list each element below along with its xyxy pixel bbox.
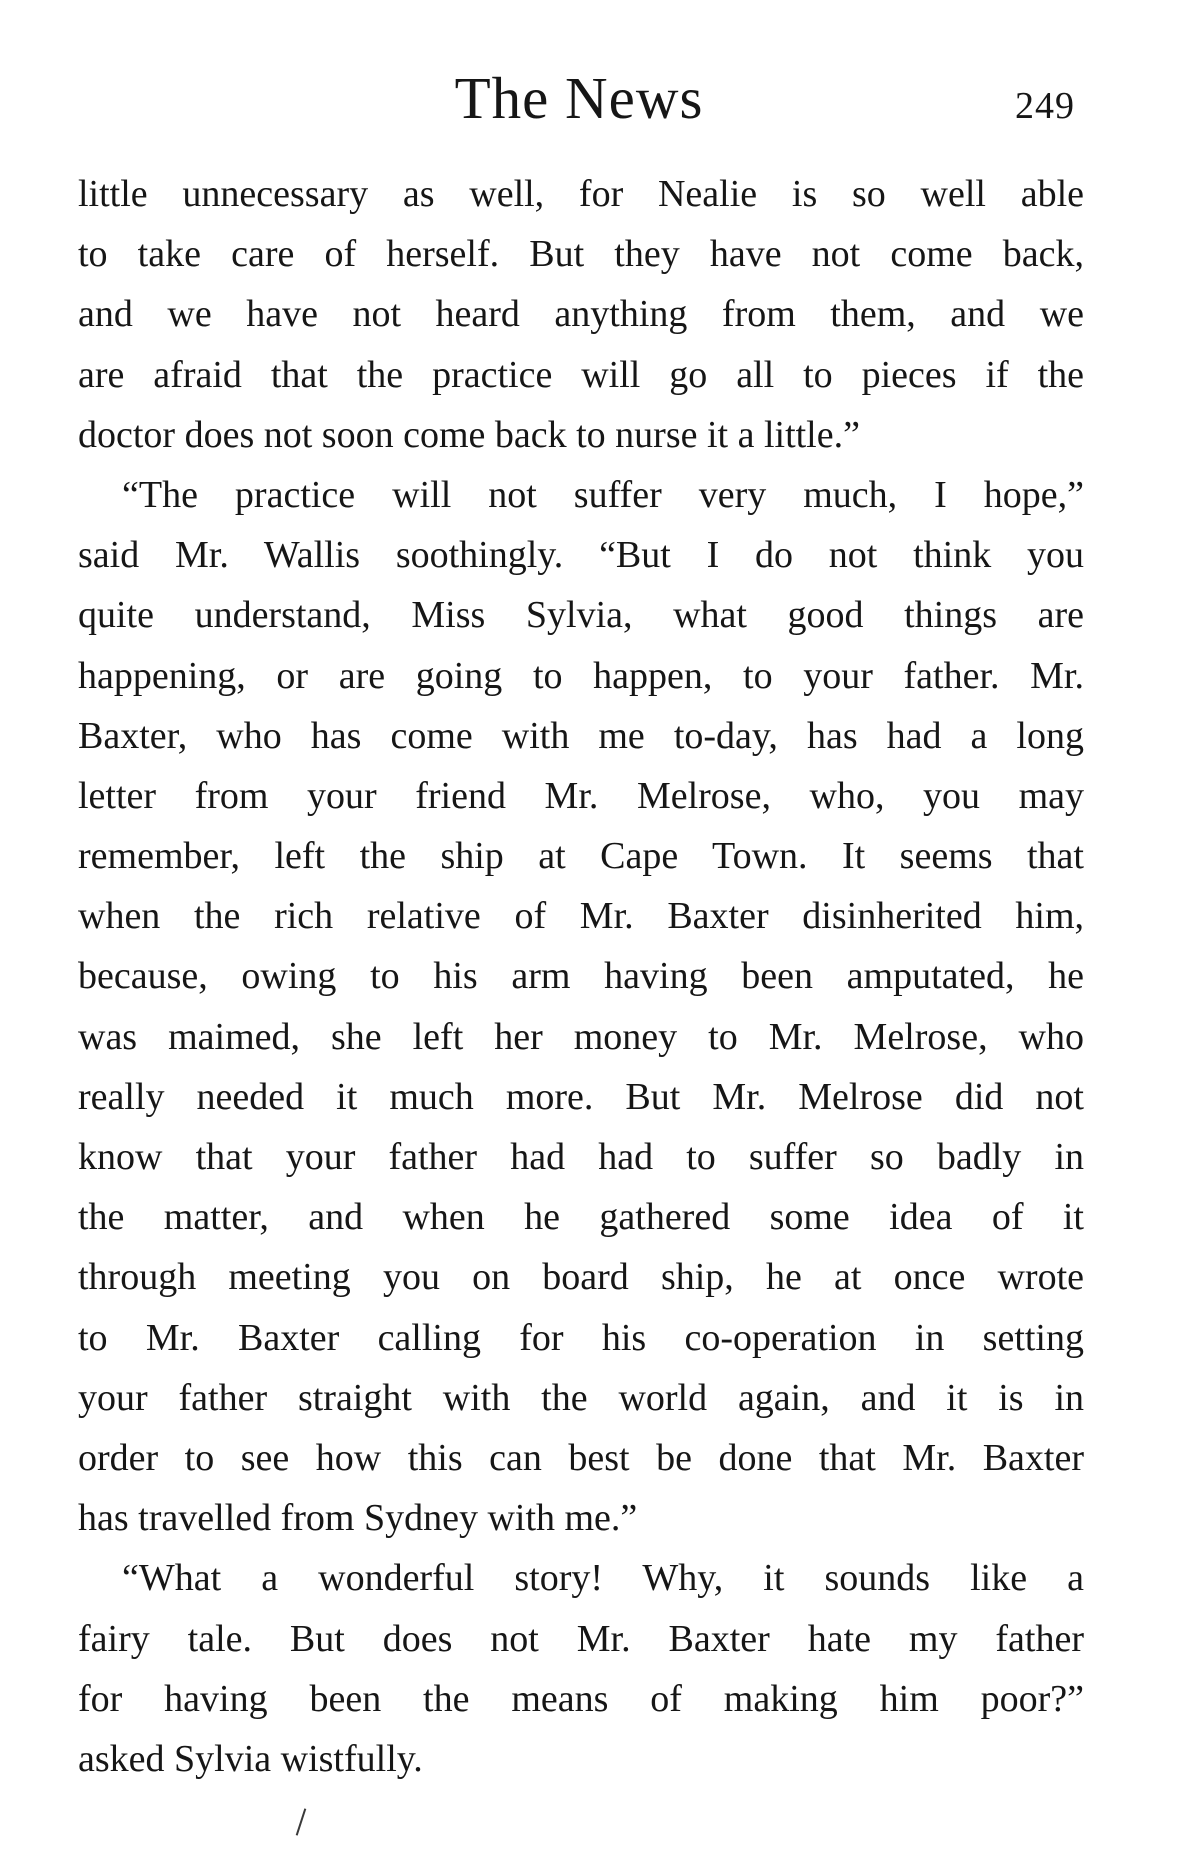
- text-line: to take care of herself. But they have not come back,: [78, 233, 1084, 276]
- text-line: and we have not heard anything from them, and we: [78, 293, 1084, 336]
- text-line: asked Sylvia wistfully.: [78, 1737, 423, 1780]
- text-line: Baxter, who has come with me to-day, has had a long: [78, 714, 1084, 757]
- stray-pen-mark: [296, 1808, 307, 1835]
- text-line: remember, left the ship at Cape Town. It seems that: [78, 835, 1084, 878]
- text-line: said Mr. Wallis soothingly. “But I do not think you: [78, 534, 1084, 577]
- text-line: letter from your friend Mr. Melrose, who, you may: [78, 774, 1084, 817]
- text-line: order to see how this can best be done that Mr. Baxter: [78, 1436, 1084, 1479]
- body-text: [78, 164, 1084, 1800]
- text-line: know that your father had had to suffer so badly in: [78, 1136, 1084, 1178]
- text-line: fairy tale. But does not Mr. Baxter hate my father: [78, 1617, 1084, 1660]
- text-line: has travelled from Sydney with me.”: [78, 1497, 638, 1540]
- text-line: doctor does not soon come back to nurse it a little.”: [78, 413, 860, 456]
- running-head: [0, 58, 1178, 138]
- text-line: because, owing to his arm having been amputated, he: [78, 955, 1084, 998]
- text-line: really needed it much more. But Mr. Melrose did not: [78, 1075, 1084, 1118]
- paragraph-start-line: “What a wonderful story! Why, it sounds like a: [122, 1557, 1084, 1600]
- running-title: The News: [454, 65, 704, 131]
- text-line: little unnecessary as well, for Nealie is so well able: [78, 173, 1084, 215]
- page-number: 249: [1015, 85, 1075, 127]
- text-line: your father straight with the world again, and it is in: [78, 1376, 1084, 1419]
- text-line: happening, or are going to happen, to your father. Mr.: [78, 654, 1084, 697]
- text-line: the matter, and when he gathered some idea of it: [78, 1196, 1084, 1239]
- paragraph-start-line: “The practice will not suffer very much, I hope,”: [122, 473, 1084, 516]
- text-line: to Mr. Baxter calling for his co-operation in setting: [78, 1316, 1084, 1359]
- text-line: when the rich relative of Mr. Baxter disinherited him,: [78, 895, 1084, 938]
- text-line: quite understand, Miss Sylvia, what good things are: [78, 594, 1084, 637]
- text-line: are afraid that the practice will go all to pieces if the: [78, 353, 1084, 396]
- text-line: was maimed, she left her money to Mr. Melrose, who: [78, 1015, 1084, 1058]
- text-line: through meeting you on board ship, he at once wrote: [78, 1256, 1084, 1299]
- text-line: for having been the means of making him poor?”: [78, 1677, 1084, 1720]
